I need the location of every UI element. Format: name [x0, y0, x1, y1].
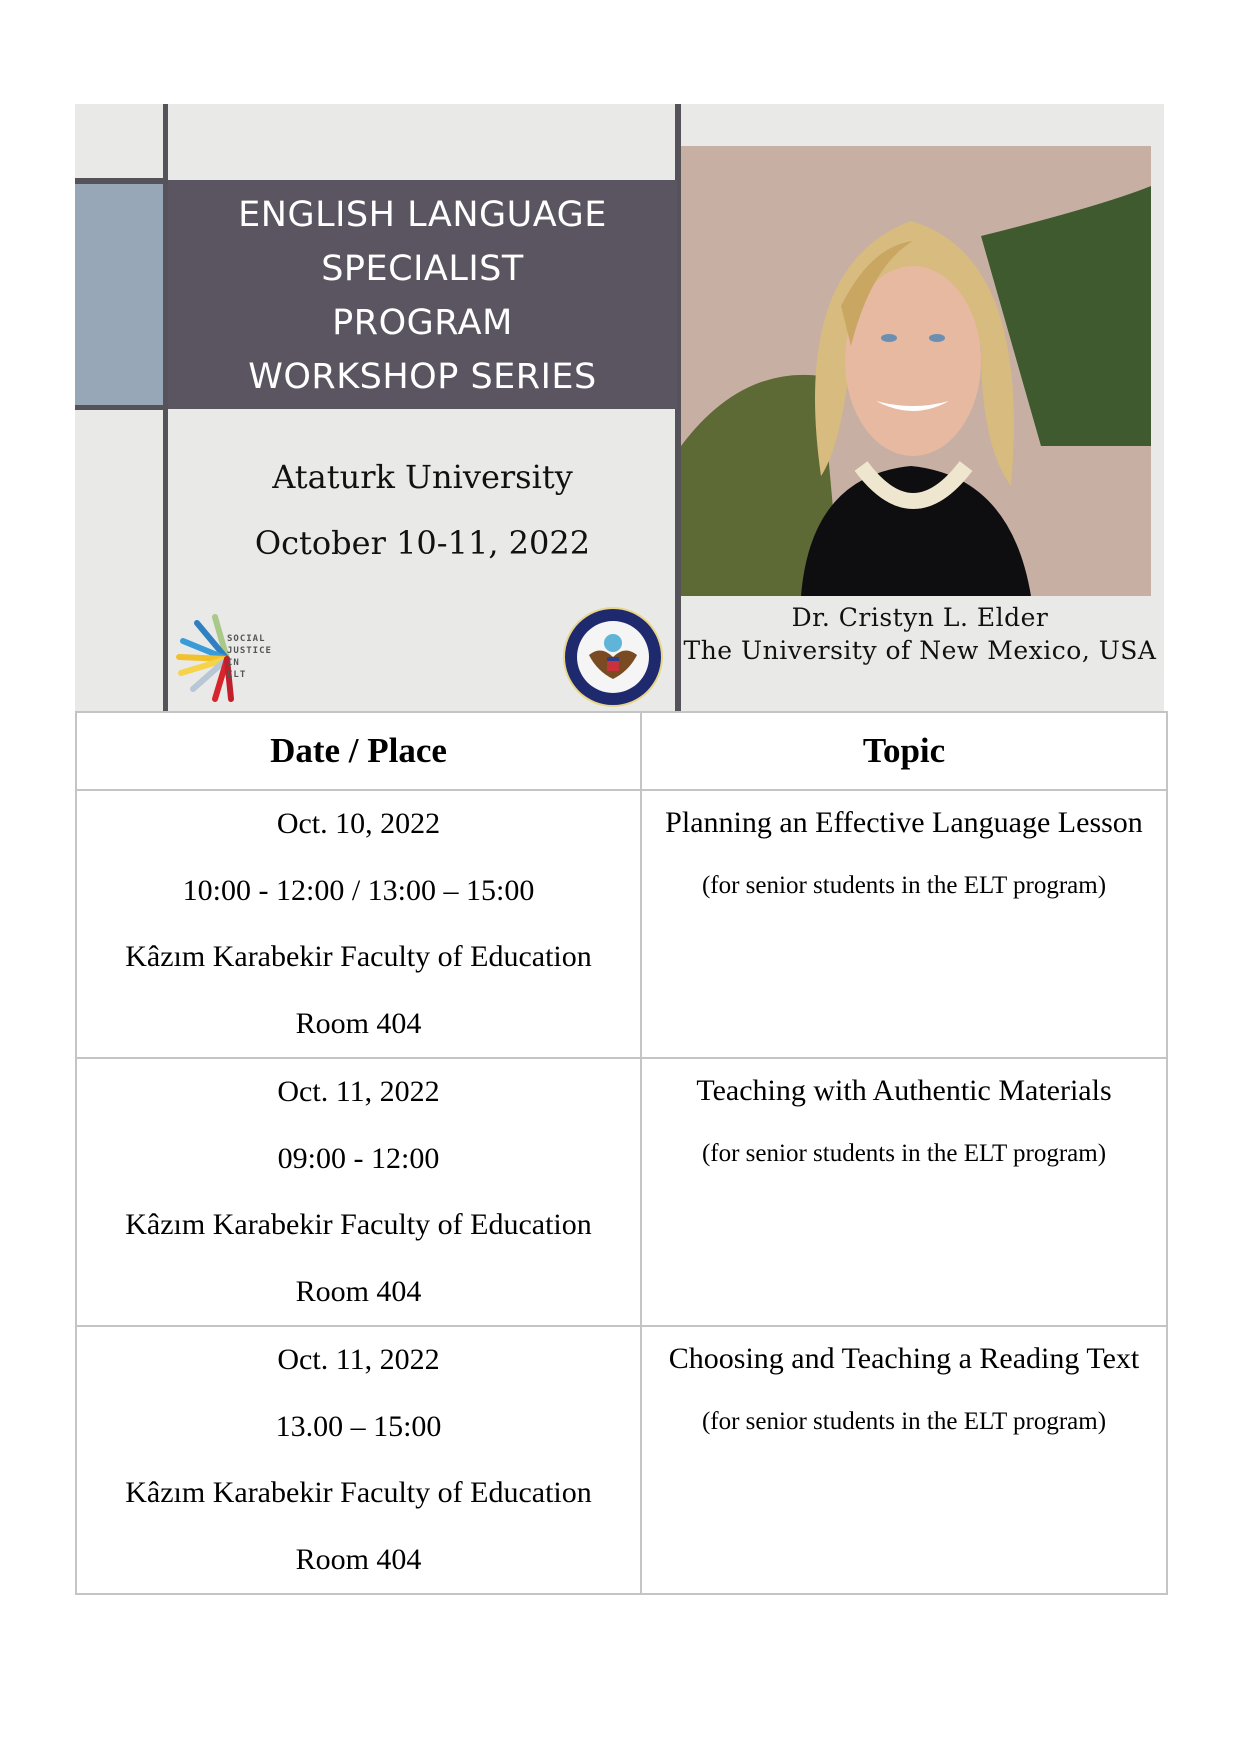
topic-cell: [641, 790, 1167, 1058]
event-dates: October 10-11, 2022: [254, 524, 591, 562]
speaker-name: Dr. Cristyn L. Elder: [791, 603, 1049, 632]
social-justice-text: SOCIAL JUSTICE IN ELT: [227, 634, 272, 680]
workshop-banner: [75, 104, 1164, 711]
table-row: [76, 1326, 1167, 1594]
session-time: 13.00 – 15:00: [275, 1409, 442, 1443]
session-room: Room 404: [295, 1274, 422, 1308]
session-place: Kâzım Karabekir Faculty of Education: [125, 1476, 592, 1509]
title-line: SPECIALIST: [321, 249, 524, 289]
date-place-cell: [76, 1058, 641, 1326]
title-line: WORKSHOP SERIES: [248, 357, 597, 397]
table-row: [76, 1058, 1167, 1326]
session-audience: (for senior students in the ELT program): [701, 1140, 1107, 1167]
session-date: Oct. 11, 2022: [277, 1343, 440, 1376]
session-time: 09:00 - 12:00: [277, 1141, 440, 1175]
session-place: Kâzım Karabekir Faculty of Education: [125, 1208, 592, 1241]
venue-name: Ataturk University: [272, 458, 573, 496]
table-header-row: [76, 712, 1167, 790]
embassy-seal-icon: [565, 609, 661, 705]
session-room: Room 404: [295, 1006, 422, 1040]
session-time: 10:00 - 12:00 / 13:00 – 15:00: [182, 873, 535, 907]
header-topic: Topic: [641, 712, 1167, 790]
speaker-affiliation: The University of New Mexico, USA: [683, 636, 1157, 665]
session-topic: Teaching with Authentic Materials: [696, 1074, 1112, 1107]
divider-horizontal-bottom: [75, 405, 163, 410]
speaker-photo: [681, 146, 1151, 596]
divider-horizontal-top: [75, 178, 163, 184]
social-justice-logo: [175, 609, 285, 704]
date-place-cell: [76, 1326, 641, 1594]
session-place: Kâzım Karabekir Faculty of Education: [125, 940, 592, 973]
topic-cell: [641, 1326, 1167, 1594]
topic-cell: [641, 1058, 1167, 1326]
social-justice-burst-icon: [175, 609, 235, 704]
table-row: [76, 790, 1167, 1058]
header-date-place: Date / Place: [76, 712, 641, 790]
session-date: Oct. 11, 2022: [277, 1075, 440, 1108]
decorative-blue-block: [75, 184, 163, 405]
session-topic: Choosing and Teaching a Reading Text: [668, 1342, 1140, 1375]
speaker-caption: [681, 601, 1159, 667]
session-audience: (for senior students in the ELT program): [701, 872, 1107, 899]
session-topic: Planning an Effective Language Lesson: [665, 806, 1143, 839]
venue-info: [168, 444, 677, 576]
date-place-cell: [76, 790, 641, 1058]
title-line: PROGRAM: [332, 303, 513, 343]
program-title: [168, 180, 677, 409]
session-date: Oct. 10, 2022: [276, 807, 441, 840]
session-audience: (for senior students in the ELT program): [701, 1408, 1107, 1435]
title-line: ENGLISH LANGUAGE: [238, 195, 607, 235]
session-room: Room 404: [295, 1542, 422, 1576]
schedule-table: [75, 711, 1168, 1595]
